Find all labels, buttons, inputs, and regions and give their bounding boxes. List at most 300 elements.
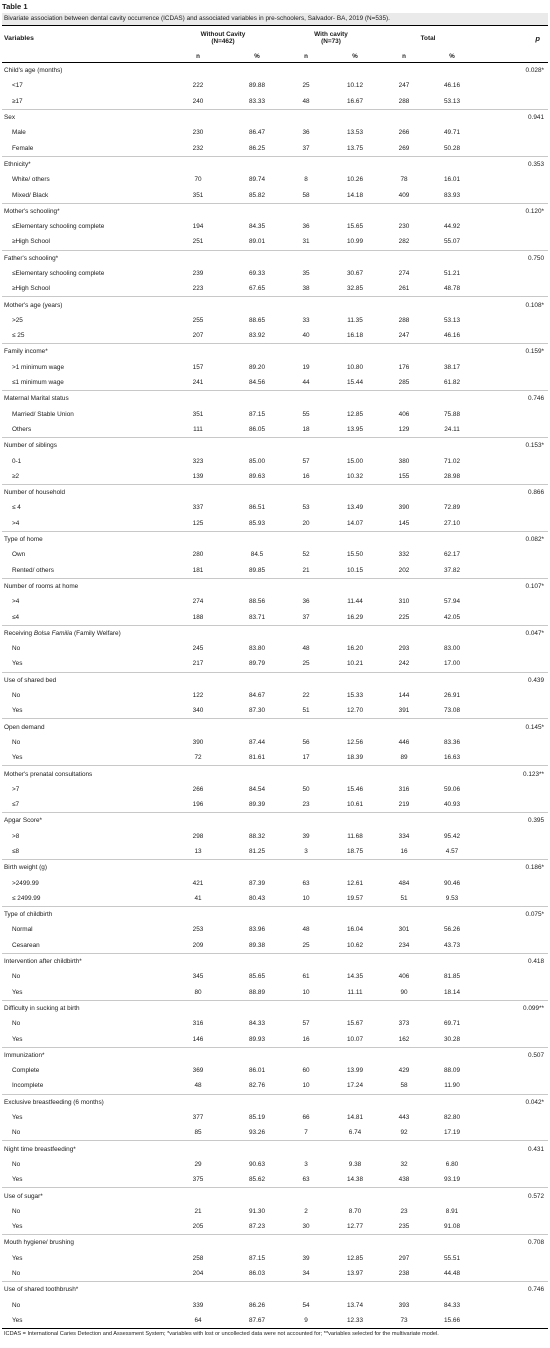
cell-n-without-cavity: 351 <box>192 410 204 418</box>
group-row <box>2 1000 548 1016</box>
table-row <box>2 140 548 156</box>
table-row <box>2 1125 548 1141</box>
cell-n-with-cavity: 37 <box>302 613 310 621</box>
row-label: Others <box>12 425 32 433</box>
group-name <box>2 63 164 79</box>
cell-n-total: 92 <box>400 1129 408 1137</box>
row-label: Yes <box>12 1035 23 1043</box>
group-name-text: Sex <box>4 114 16 122</box>
cell-n-without-cavity: 21 <box>194 1207 202 1215</box>
group-empty-cell <box>380 203 428 219</box>
cell-pct-with-cavity: 16.20 <box>347 645 363 653</box>
table-row <box>2 1016 548 1031</box>
p-value: 0.708 <box>476 1235 548 1251</box>
group-name-text: Mother's prenatal consultations <box>4 770 93 778</box>
cell-n-total: 58 <box>400 1082 408 1090</box>
table-row <box>2 1204 548 1219</box>
cell-n-without-cavity: 85 <box>194 1129 202 1137</box>
cell-n-without-cavity: 323 <box>192 457 204 465</box>
cell-n-without-cavity: 181 <box>192 566 204 574</box>
table-row <box>2 500 548 515</box>
table-row <box>2 1297 548 1312</box>
group-empty-cell <box>282 485 330 501</box>
group-empty-cell <box>380 766 428 782</box>
group-row <box>2 156 548 172</box>
cell-n-with-cavity: 7 <box>304 1129 308 1137</box>
cell-pct-with-cavity: 10.62 <box>347 941 363 949</box>
cell-n-total: 285 <box>398 379 410 387</box>
group-empty-cell <box>282 907 330 923</box>
group-empty-cell <box>330 860 380 876</box>
cell-pct-with-cavity: 12.61 <box>347 879 363 887</box>
cell-p-blank <box>476 735 548 750</box>
group-empty-cell <box>380 391 428 407</box>
cell-pct-total: 37.82 <box>444 566 460 574</box>
group-empty-cell <box>330 250 380 266</box>
subheader-blank <box>2 50 164 63</box>
group-empty-cell <box>330 813 380 829</box>
cell-pct-total: 6.80 <box>445 1160 459 1168</box>
cell-pct-with-cavity: 12.77 <box>347 1223 363 1231</box>
cell-n-with-cavity: 36 <box>302 223 310 231</box>
table-row <box>2 875 548 890</box>
row-label: ≤ 4 <box>12 504 21 512</box>
cell-n-with-cavity: 20 <box>302 519 310 527</box>
row-label: No <box>12 1020 21 1028</box>
group-empty-cell <box>282 625 330 641</box>
cell-pct-with-cavity: 12.85 <box>347 1254 363 1262</box>
cell-p-blank <box>476 453 548 468</box>
group-name-text: Number of rooms at home <box>4 582 79 590</box>
group-row <box>2 672 548 688</box>
cell-n-total: 230 <box>398 223 410 231</box>
group-empty-cell <box>164 1235 232 1251</box>
cell-pct-without-cavity: 80.43 <box>249 894 265 902</box>
group-empty-cell <box>232 907 282 923</box>
table-body <box>2 63 548 1329</box>
cell-pct-without-cavity: 83.80 <box>249 645 265 653</box>
cell-pct-without-cavity: 84.54 <box>249 785 265 793</box>
cell-pct-with-cavity: 18.39 <box>347 754 363 762</box>
cell-pct-with-cavity: 16.67 <box>347 97 363 105</box>
cell-n-total: 247 <box>398 82 410 90</box>
table-row <box>2 656 548 672</box>
group-name-text: Mother's schooling* <box>4 207 60 215</box>
group-empty-cell <box>428 578 476 594</box>
group-row <box>2 1141 548 1157</box>
cell-pct-with-cavity: 10.07 <box>347 1035 363 1043</box>
cell-p-blank <box>476 688 548 703</box>
cell-pct-total: 16.01 <box>444 176 460 184</box>
group-empty-cell <box>330 156 380 172</box>
cell-n-total: 32 <box>400 1160 408 1168</box>
cell-pct-without-cavity: 86.51 <box>249 504 265 512</box>
cell-n-total: 261 <box>398 285 410 293</box>
group-empty-cell <box>232 1141 282 1157</box>
cell-n-without-cavity: 41 <box>194 894 202 902</box>
group-name <box>2 485 164 501</box>
group-name <box>2 531 164 547</box>
group-empty-cell <box>164 953 232 969</box>
group-name-text: Apgar Score* <box>4 817 43 825</box>
row-label: Female <box>12 144 34 152</box>
cell-pct-with-cavity: 10.80 <box>347 363 363 371</box>
group-name <box>2 109 164 125</box>
cell-p-blank <box>476 187 548 203</box>
group-empty-cell <box>164 531 232 547</box>
table-row <box>2 750 548 766</box>
group-empty-cell <box>164 813 232 829</box>
cell-pct-with-cavity: 14.07 <box>347 519 363 527</box>
group-empty-cell <box>232 156 282 172</box>
cell-p-blank <box>476 1110 548 1125</box>
group-empty-cell <box>380 860 428 876</box>
cell-pct-with-cavity: 15.67 <box>347 1020 363 1028</box>
p-value: 0.431 <box>476 1141 548 1157</box>
cell-n-without-cavity: 232 <box>192 144 204 152</box>
cell-pct-with-cavity: 15.44 <box>347 379 363 387</box>
cell-n-total: 90 <box>400 988 408 996</box>
table-row <box>2 641 548 656</box>
cell-p-blank <box>476 125 548 140</box>
cell-pct-without-cavity: 85.93 <box>249 519 265 527</box>
cell-pct-total: 53.13 <box>444 316 460 324</box>
cell-n-total: 274 <box>398 270 410 277</box>
cell-n-total: 266 <box>398 129 410 137</box>
cell-p-blank <box>476 407 548 422</box>
p-value: 0.418 <box>476 953 548 969</box>
cell-n-total: 409 <box>398 191 410 199</box>
group-name-text: Type of childbirth <box>4 911 53 919</box>
cell-n-without-cavity: 207 <box>192 332 204 340</box>
subheader-pct-without: % <box>232 50 282 63</box>
group-empty-cell <box>282 1188 330 1204</box>
group-row <box>2 1047 548 1063</box>
cell-n-total: 282 <box>398 238 410 246</box>
cell-pct-without-cavity: 87.67 <box>249 1316 265 1324</box>
p-value: 0.107* <box>476 578 548 594</box>
row-label: Cesarean <box>12 941 40 949</box>
table-row <box>2 1313 548 1328</box>
cell-pct-total: 84.33 <box>444 1301 460 1309</box>
group-empty-cell <box>232 813 282 829</box>
group-empty-cell <box>164 63 232 79</box>
cell-pct-without-cavity: 84.33 <box>249 1020 265 1028</box>
group-empty-cell <box>380 1188 428 1204</box>
group-empty-cell <box>282 297 330 313</box>
group-empty-cell <box>164 1000 232 1016</box>
cell-n-with-cavity: 39 <box>302 1254 310 1262</box>
group-empty-cell <box>380 719 428 735</box>
group-name-text: Mother's age (years) <box>4 301 63 309</box>
cell-n-without-cavity: 139 <box>192 472 204 480</box>
group-empty-cell <box>330 719 380 735</box>
group-name <box>2 391 164 407</box>
group-empty-cell <box>232 625 282 641</box>
cell-pct-without-cavity: 87.15 <box>249 1254 265 1262</box>
cell-pct-with-cavity: 14.18 <box>347 191 363 199</box>
cell-pct-with-cavity: 30.67 <box>347 270 363 277</box>
cell-n-total: 16 <box>400 847 408 855</box>
group-empty-cell <box>330 438 380 454</box>
group-empty-cell <box>330 391 380 407</box>
group-empty-cell <box>330 485 380 501</box>
cell-pct-total: 51.21 <box>444 270 460 277</box>
cell-p-blank <box>476 219 548 234</box>
table-row <box>2 922 548 937</box>
group-row <box>2 1094 548 1110</box>
p-value: 0.750 <box>476 250 548 266</box>
p-value: 0.186* <box>476 860 548 876</box>
group-name <box>2 719 164 735</box>
p-value: 0.082* <box>476 531 548 547</box>
cell-pct-total: 48.78 <box>444 285 460 293</box>
cell-p-blank <box>476 797 548 813</box>
group-empty-cell <box>380 953 428 969</box>
cell-n-total: 235 <box>398 1223 410 1231</box>
header-without-cavity-label: Without Cavity <box>200 31 246 38</box>
table-row <box>2 891 548 907</box>
cell-n-total: 288 <box>398 316 410 324</box>
cell-pct-total: 90.46 <box>444 879 460 887</box>
table-row <box>2 1157 548 1172</box>
cell-pct-without-cavity: 87.23 <box>249 1223 265 1231</box>
row-label: ≤7 <box>12 801 20 809</box>
cell-pct-without-cavity: 89.79 <box>249 660 265 668</box>
group-name-italic: Bolsa Familia <box>33 629 73 637</box>
table-row <box>2 266 548 281</box>
header-variables: Variables <box>2 26 164 51</box>
group-empty-cell <box>380 1047 428 1063</box>
cell-pct-total: 44.48 <box>444 1270 460 1277</box>
cell-pct-without-cavity: 89.85 <box>249 566 265 574</box>
cell-p-blank <box>476 891 548 907</box>
group-empty-cell <box>380 297 428 313</box>
cell-pct-with-cavity: 15.50 <box>347 551 363 559</box>
row-label: >8 <box>12 832 20 840</box>
cell-n-without-cavity: 64 <box>194 1316 202 1324</box>
group-empty-cell <box>380 485 428 501</box>
cell-n-with-cavity: 48 <box>302 926 310 934</box>
cell-n-total: 89 <box>400 754 408 762</box>
cell-n-with-cavity: 8 <box>304 176 308 184</box>
row-label: No <box>12 973 21 981</box>
cell-pct-without-cavity: 88.56 <box>249 598 265 606</box>
group-name-text: Number of household <box>4 489 66 497</box>
cell-pct-total: 75.88 <box>444 410 460 418</box>
cell-n-total: 176 <box>398 363 410 371</box>
group-empty-cell <box>428 907 476 923</box>
group-empty-cell <box>282 203 330 219</box>
group-empty-cell <box>428 156 476 172</box>
group-empty-cell <box>164 1188 232 1204</box>
group-empty-cell <box>232 860 282 876</box>
group-empty-cell <box>232 344 282 360</box>
cell-n-without-cavity: 217 <box>192 660 204 668</box>
row-label: Complete <box>12 1067 40 1075</box>
cell-n-with-cavity: 57 <box>302 457 310 465</box>
cell-n-total: 391 <box>398 707 410 715</box>
group-row <box>2 438 548 454</box>
group-name-text: Immunization* <box>4 1051 45 1059</box>
cell-pct-with-cavity: 12.56 <box>347 738 363 746</box>
cell-n-without-cavity: 111 <box>193 425 203 433</box>
group-empty-cell <box>428 531 476 547</box>
group-name-text: Type of home <box>4 536 43 544</box>
cell-pct-with-cavity: 13.74 <box>347 1301 363 1309</box>
cell-pct-without-cavity: 89.74 <box>249 176 265 184</box>
cell-pct-without-cavity: 88.65 <box>249 316 265 324</box>
cell-n-without-cavity: 13 <box>194 847 202 855</box>
cell-n-with-cavity: 10 <box>302 1082 310 1090</box>
cell-pct-without-cavity: 87.30 <box>249 707 265 715</box>
group-empty-cell <box>428 813 476 829</box>
p-value: 0.108* <box>476 297 548 313</box>
cell-n-with-cavity: 48 <box>302 645 310 653</box>
header-row <box>2 26 548 51</box>
cell-pct-with-cavity: 12.85 <box>347 410 363 418</box>
cell-p-blank <box>476 985 548 1001</box>
cell-n-total: 144 <box>398 692 410 700</box>
row-label: ≥High School <box>12 285 50 293</box>
cell-p-blank <box>476 1204 548 1219</box>
group-empty-cell <box>380 1094 428 1110</box>
cell-n-without-cavity: 72 <box>194 754 202 762</box>
group-name-text: Open demand <box>4 723 45 731</box>
group-empty-cell <box>428 1235 476 1251</box>
row-label: Own <box>12 551 26 559</box>
cell-pct-total: 88.09 <box>444 1067 460 1075</box>
cell-p-blank <box>476 922 548 937</box>
cell-pct-with-cavity: 13.97 <box>347 1270 363 1277</box>
cell-n-without-cavity: 240 <box>192 97 204 105</box>
subheader-p-blank <box>476 50 548 63</box>
cell-n-total: 23 <box>400 1207 408 1215</box>
group-empty-cell <box>428 860 476 876</box>
group-name <box>2 297 164 313</box>
cell-n-total: 51 <box>400 894 408 902</box>
group-name-text: Intervention after childbirth* <box>4 958 82 966</box>
table-footnote: ICDAS = International Caries Detection and Assessment System; *variables with lost or uncollected data were not accounted for; **variables selected for the multivariate model. <box>2 1328 548 1338</box>
cell-pct-with-cavity: 13.75 <box>347 144 363 152</box>
cell-n-total: 247 <box>398 332 410 340</box>
cell-n-with-cavity: 18 <box>302 425 310 433</box>
cell-n-with-cavity: 19 <box>302 363 310 371</box>
cell-n-with-cavity: 51 <box>302 707 310 715</box>
table-row <box>2 1251 548 1266</box>
cell-p-blank <box>476 172 548 187</box>
p-value: 0.746 <box>476 1282 548 1298</box>
cell-pct-total: 82.80 <box>444 1114 460 1122</box>
cell-n-without-cavity: 222 <box>192 82 204 90</box>
cell-pct-without-cavity: 81.25 <box>249 847 265 855</box>
cell-pct-total: 42.05 <box>444 613 460 621</box>
table-row <box>2 281 548 297</box>
cell-pct-without-cavity: 83.33 <box>249 97 265 105</box>
cell-n-with-cavity: 58 <box>302 191 310 199</box>
group-empty-cell <box>330 1047 380 1063</box>
group-empty-cell <box>380 1141 428 1157</box>
cell-n-total: 155 <box>398 472 410 480</box>
group-empty-cell <box>428 344 476 360</box>
row-label: >1 minimum wage <box>12 363 65 371</box>
group-empty-cell <box>232 250 282 266</box>
cell-pct-without-cavity: 89.01 <box>249 238 265 246</box>
cell-n-total: 373 <box>398 1020 410 1028</box>
group-empty-cell <box>164 1094 232 1110</box>
group-name <box>2 438 164 454</box>
p-value: 0.153* <box>476 438 548 454</box>
group-empty-cell <box>380 438 428 454</box>
group-empty-cell <box>330 625 380 641</box>
cell-p-blank <box>476 969 548 984</box>
table-row <box>2 125 548 140</box>
group-name <box>2 953 164 969</box>
cell-pct-with-cavity: 10.21 <box>347 660 363 668</box>
table-row <box>2 1266 548 1282</box>
cell-n-without-cavity: 245 <box>192 645 204 653</box>
p-value: 0.028* <box>476 63 548 79</box>
cell-pct-without-cavity: 90.63 <box>249 1160 265 1168</box>
p-value: 0.047* <box>476 625 548 641</box>
cell-n-total: 162 <box>398 1035 410 1043</box>
group-empty-cell <box>330 907 380 923</box>
cell-pct-without-cavity: 85.19 <box>249 1114 265 1122</box>
cell-pct-without-cavity: 89.63 <box>249 472 265 480</box>
p-value: 0.395 <box>476 813 548 829</box>
group-name <box>2 203 164 219</box>
group-name-text: Use of shared bed <box>4 676 57 684</box>
cell-n-total: 484 <box>398 879 410 887</box>
group-name-text: Child's age (months) <box>4 67 63 75</box>
cell-n-with-cavity: 3 <box>304 847 308 855</box>
table-row <box>2 469 548 485</box>
cell-n-total: 316 <box>398 785 410 793</box>
cell-pct-total: 46.16 <box>444 82 460 90</box>
cell-pct-total: 69.71 <box>444 1020 460 1028</box>
cell-n-without-cavity: 157 <box>192 363 204 371</box>
cell-n-with-cavity: 38 <box>302 285 310 293</box>
table-row <box>2 547 548 562</box>
cell-pct-with-cavity: 14.81 <box>347 1114 363 1122</box>
row-label: No <box>12 1207 21 1215</box>
group-name <box>2 1282 164 1298</box>
group-empty-cell <box>380 578 428 594</box>
group-empty-cell <box>282 766 330 782</box>
p-value: 0.099** <box>476 1000 548 1016</box>
cell-pct-total: 18.14 <box>444 988 460 996</box>
row-label: Yes <box>12 1316 23 1324</box>
group-empty-cell <box>164 625 232 641</box>
p-value: 0.746 <box>476 391 548 407</box>
cell-pct-total: 56.26 <box>444 926 460 934</box>
group-empty-cell <box>164 438 232 454</box>
cell-n-total: 310 <box>398 598 410 606</box>
cell-p-blank <box>476 266 548 281</box>
row-label: ≥2 <box>12 472 20 480</box>
cell-n-with-cavity: 30 <box>302 1223 310 1231</box>
group-empty-cell <box>232 1047 282 1063</box>
p-value: 0.120* <box>476 203 548 219</box>
group-empty-cell <box>232 63 282 79</box>
cell-n-without-cavity: 196 <box>192 801 204 809</box>
cell-pct-with-cavity: 10.32 <box>347 472 363 480</box>
group-name <box>2 766 164 782</box>
cell-n-total: 334 <box>398 832 410 840</box>
cell-n-total: 429 <box>398 1067 410 1075</box>
group-empty-cell <box>330 344 380 360</box>
cell-n-total: 443 <box>398 1114 410 1122</box>
